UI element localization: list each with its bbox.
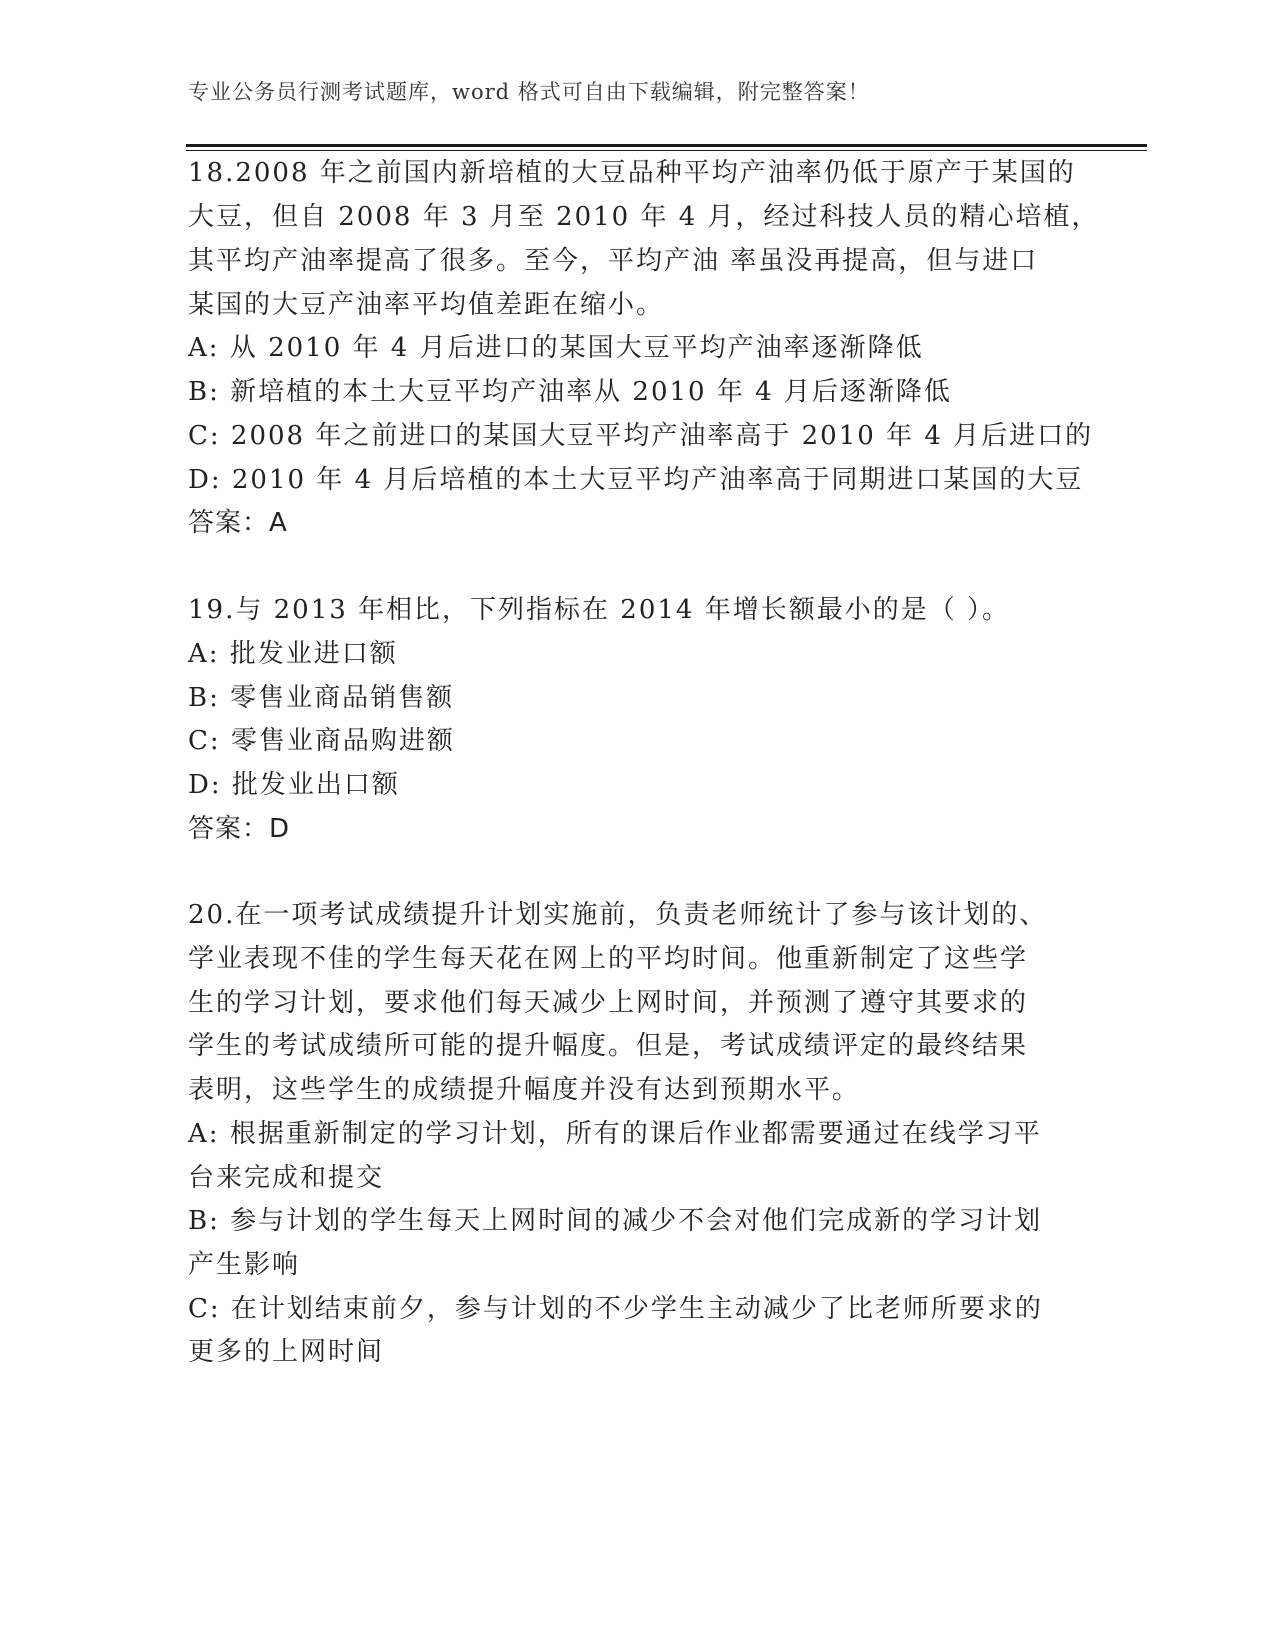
q20-option-a-cont: 台来完成和提交 [188,1163,385,1193]
q19-answer: 答案：D [188,814,291,844]
q18-option-b: B: 新培植的本土大豆平均产油率从 2010 年 4 月后逐渐降低 [188,377,952,407]
q19-option-c: C: 零售业商品购进额 [188,726,455,756]
q20-stem-line: 生的学习计划，要求他们每天减少上网时间，并预测了遵守其要求的 [188,988,1029,1018]
q20-option-a: A: 根据重新制定的学习计划，所有的课后作业都需要通过在线学习平 [188,1119,1042,1149]
q19-option-a: A: 批发业进口额 [188,639,398,669]
q18-answer: 答案：A [188,508,288,538]
q20-stem-line: 学生的考试成绩所可能的提升幅度。但是，考试成绩评定的最终结果 [188,1031,1029,1061]
q20-option-b-cont: 产生影响 [188,1250,301,1280]
q20-option-c-cont: 更多的上网时间 [188,1337,385,1367]
header-rule-thin [186,150,1147,151]
q19-option-d: D: 批发业出口额 [188,770,400,800]
page-header: 专业公务员行测考试题库，word 格式可自由下载编辑，附完整答案！ [188,80,870,104]
q18-option-d: D: 2010 年 4 月后培植的本土大豆平均产油率高于同期进口某国的大豆 [188,465,1084,495]
q18-stem-line: 某国的大豆产油率平均值差距在缩小。 [188,290,665,320]
q18-option-c: C: 2008 年之前进口的某国大豆平均产油率高于 2010 年 4 月后进口的 [188,421,1094,451]
q20-option-c: C: 在计划结束前夕，参与计划的不少学生主动减少了比老师所要求的 [188,1294,1043,1324]
q18-stem-line: 其平均产油率提高了很多。至今，平均产油 率虽没再提高，但与进口 [188,246,1039,276]
header-rule-thick [186,144,1147,147]
q20-stem-line: 表明，这些学生的成绩提升幅度并没有达到预期水平。 [188,1075,861,1105]
q18-stem-line: 18.2008 年之前国内新培植的大豆品种平均产油率仍低于原产于某国的 [188,158,1076,188]
q18-stem-line: 大豆，但自 2008 年 3 月至 2010 年 4 月，经过科技人员的精心培植， [188,202,1100,232]
q18-option-a: A: 从 2010 年 4 月后进口的某国大豆平均产油率逐渐降低 [188,333,924,363]
q20-option-b: B: 参与计划的学生每天上网时间的减少不会对他们完成新的学习计划 [188,1206,1043,1236]
q19-option-b: B: 零售业商品销售额 [188,683,455,713]
q20-stem-line: 20.在一项考试成绩提升计划实施前，负责老师统计了参与该计划的、 [188,900,1048,930]
q20-stem-line: 学业表现不佳的学生每天花在网上的平均时间。他重新制定了这些学 [188,944,1029,974]
q19-stem-line: 19.与 2013 年相比，下列指标在 2014 年增长额最小的是（ ）。 [188,595,1011,625]
